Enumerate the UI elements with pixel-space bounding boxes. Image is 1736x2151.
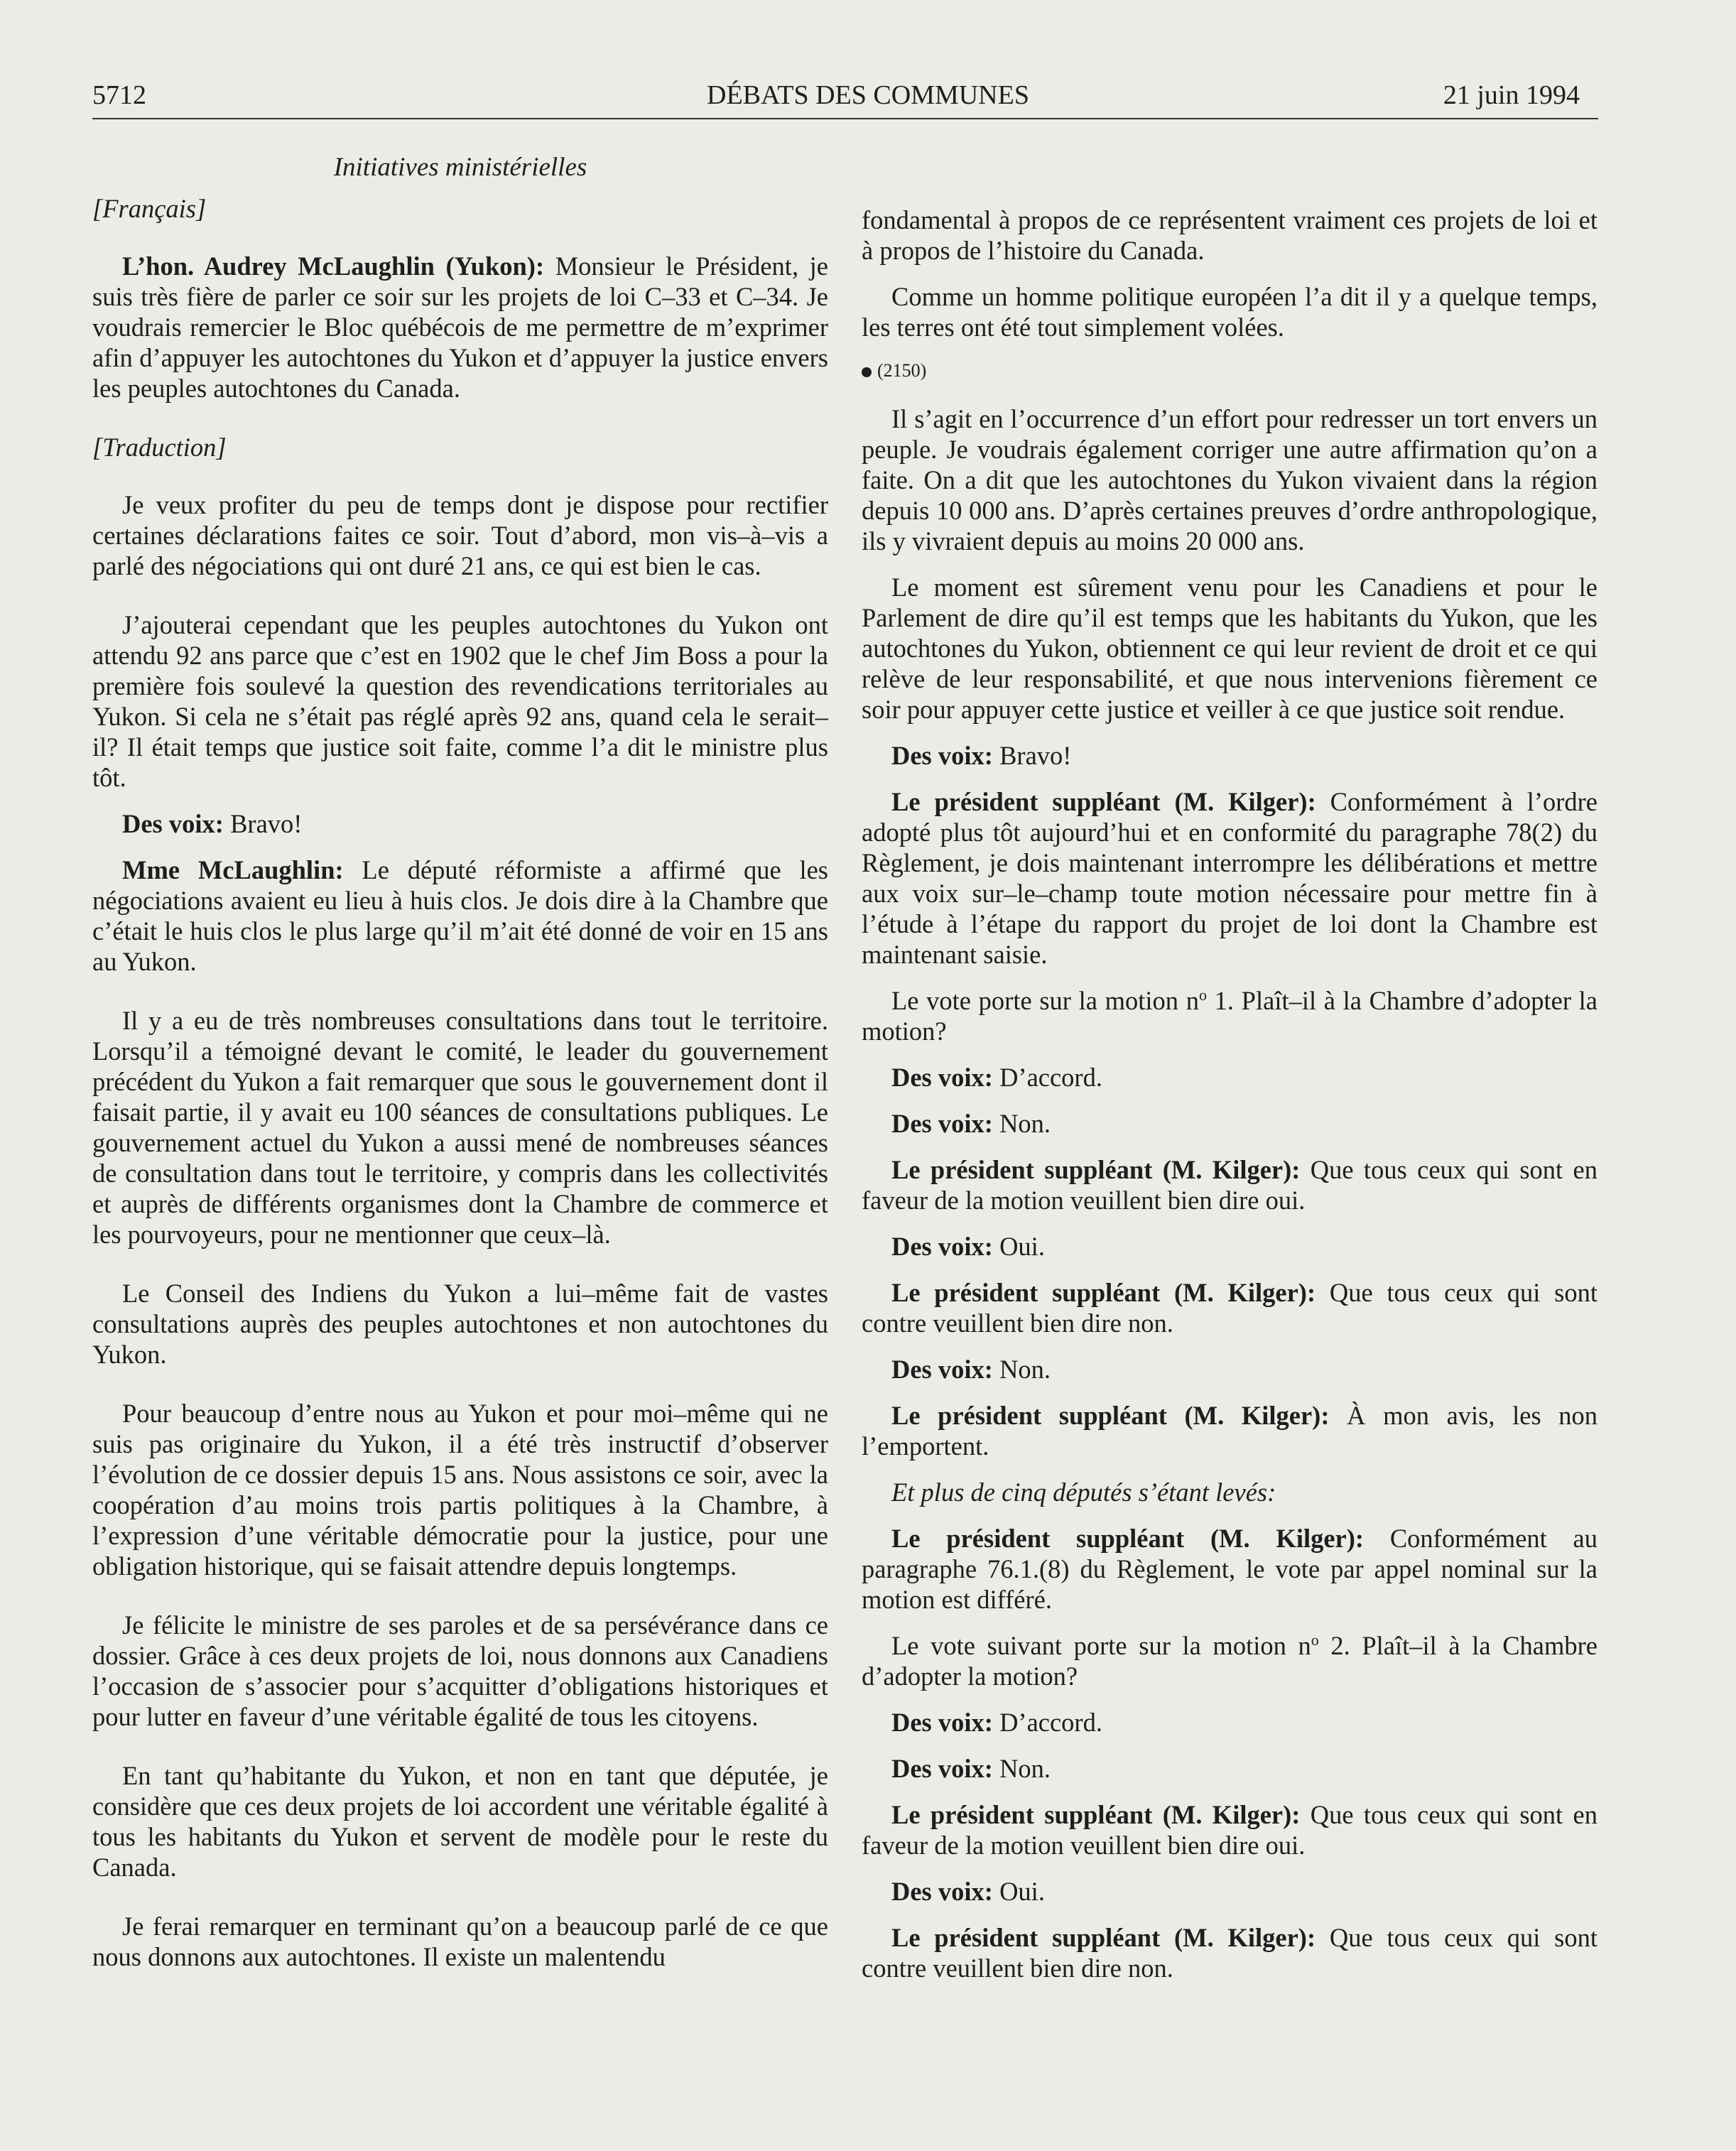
speech-text: Non.	[992, 1754, 1051, 1783]
speech-text: Conformément au paragraphe 76.1.(8) du Règlement, le vote par appel nominal sur la motion est différé.	[862, 1524, 1597, 1614]
speech-text: Le vote porte sur la motion n	[891, 986, 1199, 1015]
page-number: 5712	[92, 80, 146, 110]
speaker-name: Le président suppléant (M. Kilger):	[891, 787, 1316, 816]
speaker-name: Le président suppléant (M. Kilger):	[891, 1524, 1365, 1553]
speaker-name: Le président suppléant (M. Kilger):	[891, 1800, 1301, 1829]
paragraph	[862, 1154, 1597, 1215]
publication-title: DÉBATS DES COMMUNES	[707, 80, 1029, 110]
speaker-name: Des voix:	[122, 809, 224, 838]
paragraph	[862, 1062, 1597, 1093]
paragraph: En tant qu’habitante du Yukon, et non en tant que députée, je considère que ces deux projets de loi accordent une véritable égalité à tous les habitants du Yukon et servent de modèle pour le reste du Canada.	[92, 1761, 828, 1882]
paragraph	[862, 740, 1597, 771]
paragraph	[862, 1400, 1597, 1461]
speaker-name: Des voix:	[891, 1708, 993, 1737]
speech-text: Que tous ceux qui sont contre veuillent bien dire non.	[862, 1923, 1597, 1983]
paragraph: Le moment est sûrement venu pour les Canadiens et pour le Parlement de dire qu’il est temps que les habitants du Yukon, que les autochtones du Yukon, obtiennent ce qui leur revient de droit et ce qui relève de leur responsabilité, et que nous intervenions fièrement ce soir pour appuyer cette justice et veiller à ce que justice soit rendue.	[862, 573, 1597, 724]
speech-text: Le vote suivant porte sur la motion n	[891, 1631, 1311, 1660]
paragraph: J’ajouterai cependant que les peuples autochtones du Yukon ont attendu 92 ans parce que c’est en 1902 que le chef Jim Boss a pour la première fois soulevé la question des revendications territoriales au Yukon. Si cela ne s’était pas réglé après 92 ans, quand cela le serait–il? Il était temps que justice soit faite, comme l’a dit le ministre plus tôt.	[92, 610, 828, 792]
speaker-name: L’hon. Audrey McLaughlin (Yukon):	[122, 251, 545, 281]
paragraph	[92, 855, 828, 977]
paragraph	[862, 1753, 1597, 1784]
paragraph	[862, 1922, 1597, 1983]
right-column	[862, 205, 1597, 1999]
page-date: 21 juin 1994	[1443, 80, 1580, 110]
speech-text: À mon avis, les non l’emportent.	[862, 1401, 1598, 1461]
paragraph: Le Conseil des Indiens du Yukon a lui–même fait de vastes consultations auprès des peuples autochtones et non autochtones du Yukon.	[92, 1279, 828, 1369]
paragraph	[862, 1523, 1597, 1615]
bullet-icon	[862, 367, 872, 377]
paragraph: Comme un homme politique européen l’a dit il y a quelque temps, les terres ont été tout simplement volées.	[862, 282, 1597, 342]
time-marker-text: (2150)	[877, 360, 927, 381]
speech-text: Bravo!	[992, 741, 1072, 770]
speech-text: Non.	[992, 1355, 1051, 1384]
speech-text: Non.	[992, 1109, 1051, 1138]
speaker-name: Des voix:	[891, 741, 993, 770]
speaker-name: Le président suppléant (M. Kilger):	[891, 1923, 1316, 1952]
speech-text: D’accord.	[992, 1708, 1102, 1737]
paragraph	[862, 1876, 1597, 1907]
paragraph	[862, 1630, 1597, 1691]
speech-text: Que tous ceux qui sont contre veuillent bien dire non.	[862, 1278, 1597, 1338]
paragraph	[862, 786, 1597, 970]
speaker-name: Des voix:	[891, 1355, 993, 1384]
paragraph	[92, 808, 828, 839]
left-column	[92, 193, 828, 1988]
superscript: o	[1198, 985, 1207, 1004]
speech-text: Monsieur le Président, je suis très fière de parler ce soir sur les projets de loi C–33 et C–34. Je voudrais remercier le Bloc québécois de me permettre de m’exprimer afin d’appuyer les autochtones du Yukon et d’appuyer la justice envers les peuples autochtones du Canada.	[92, 251, 828, 403]
paragraph	[862, 1231, 1597, 1262]
paragraph	[862, 1108, 1597, 1139]
language-marker: [Français]	[92, 194, 207, 223]
speech-text: Oui.	[992, 1877, 1045, 1906]
speaker-name: Des voix:	[891, 1877, 993, 1906]
paragraph	[862, 1707, 1597, 1738]
speaker-name: Des voix:	[891, 1754, 993, 1783]
speech-text: Que tous ceux qui sont en faveur de la motion veuillent bien dire oui.	[862, 1155, 1597, 1215]
paragraph	[862, 1277, 1597, 1338]
superscript: o	[1311, 1630, 1319, 1649]
language-marker: [Traduction]	[92, 433, 227, 462]
paragraph	[862, 985, 1597, 1046]
speech-text: D’accord.	[992, 1063, 1102, 1092]
paragraph: fondamental à propos de ce représentent vraiment ces projets de loi et à propos de l’histoire du Canada.	[862, 205, 1597, 265]
speaker-name: Mme McLaughlin:	[122, 855, 344, 884]
speech-text: Oui.	[992, 1232, 1045, 1261]
paragraph	[862, 1354, 1597, 1385]
paragraph: Il s’agit en l’occurrence d’un effort pour redresser un tort envers un peuple. Je voudrais également corriger une autre affirmation qu’on a faite. On a dit que les autochtones du Yukon vivaient dans la région depuis 10 000 ans. D’après certaines preuves d’ordre anthropologique, ils y vivraient depuis au moins 20 000 ans.	[862, 404, 1597, 556]
paragraph: Je félicite le ministre de ses paroles et de sa persévérance dans ce dossier. Grâce à ces deux projets de loi, nous donnons aux Canadiens l’occasion de s’associer pour s’acquitter d’obligations historiques et pour lutter en faveur d’une véritable égalité de tous les citoyens.	[92, 1610, 828, 1731]
paragraph: Je veux profiter du peu de temps dont je dispose pour rectifier certaines déclarations faites ce soir. Tout d’abord, mon vis–à–vis a parlé des négociations qui ont duré 21 ans, ce qui est bien le cas.	[92, 490, 828, 580]
paragraph: Pour beaucoup d’entre nous au Yukon et pour moi–même qui ne suis pas originaire du Yukon, il a été très instructif d’observer l’évolution de ce dossier depuis 15 ans. Nous assistons ce soir, avec la coopération d’au moins trois partis politiques à la Chambre, à l’expression d’une véritable démocratie pour la justice, pour une obligation historique, qui se faisait attendre depuis longtemps.	[92, 1399, 828, 1581]
speech-text: Bravo!	[223, 809, 303, 838]
speaker-name: Des voix:	[891, 1232, 993, 1261]
section-title: Initiatives ministérielles	[333, 153, 587, 182]
speech-text: Le député réformiste a affirmé que les négociations avaient eu lieu à huis clos. Je dois dire à la Chambre que c’était le huis clos le plus large qu’il m’ait été donné de voir en 15 ans au Yukon.	[92, 855, 828, 976]
speaker-name: Le président suppléant (M. Kilger):	[891, 1155, 1301, 1184]
paragraph	[92, 251, 828, 403]
speech-text: 2. Plaît–il à la Chambre d’adopter la motion?	[862, 1631, 1597, 1691]
paragraph	[862, 1799, 1597, 1860]
speaker-name: Le président suppléant (M. Kilger):	[891, 1278, 1316, 1307]
speech-text: 1. Plaît–il à la Chambre d’adopter la motion?	[862, 986, 1597, 1046]
speaker-name: Des voix:	[891, 1063, 993, 1092]
speech-text: Conformément à l’ordre adopté plus tôt aujourd’hui et en conformité du paragraphe 78(2) du Règlement, je dois maintenant interrompre les délibérations et mettre aux voix sur–le–champ toute motion nécessaire pour mettre fin à l’étude à l’étape du rapport du projet de loi dont la Chambre est maintenant saisie.	[862, 787, 1597, 969]
speech-text: Que tous ceux qui sont en faveur de la motion veuillent bien dire oui.	[862, 1800, 1597, 1860]
time-marker	[862, 358, 1597, 384]
header-rule	[92, 118, 1598, 119]
speaker-name: Le président suppléant (M. Kilger):	[891, 1401, 1330, 1430]
paragraph: Je ferai remarquer en terminant qu’on a beaucoup parlé de ce que nous donnons aux autochtones. Il existe un malentendu	[92, 1912, 828, 1971]
paragraph: Et plus de cinq députés s’étant levés:	[891, 1478, 1276, 1507]
speaker-name: Des voix:	[891, 1109, 993, 1138]
paragraph: Il y a eu de très nombreuses consultations dans tout le territoire. Lorsqu’il a témoigné devant le comité, le leader du gouvernement précédent du Yukon a fait remarquer que sous le gouvernement dont il faisait partie, il y avait eu 100 séances de consultations publiques. Le gouvernement actuel du Yukon a aussi mené de nombreuses séances de consultation dans tout le territoire, y compris dans les collectivités et auprès de différents organismes dont la Chambre de commerce et les pourvoyeurs, pour ne mentionner que ceux–là.	[92, 1006, 828, 1249]
